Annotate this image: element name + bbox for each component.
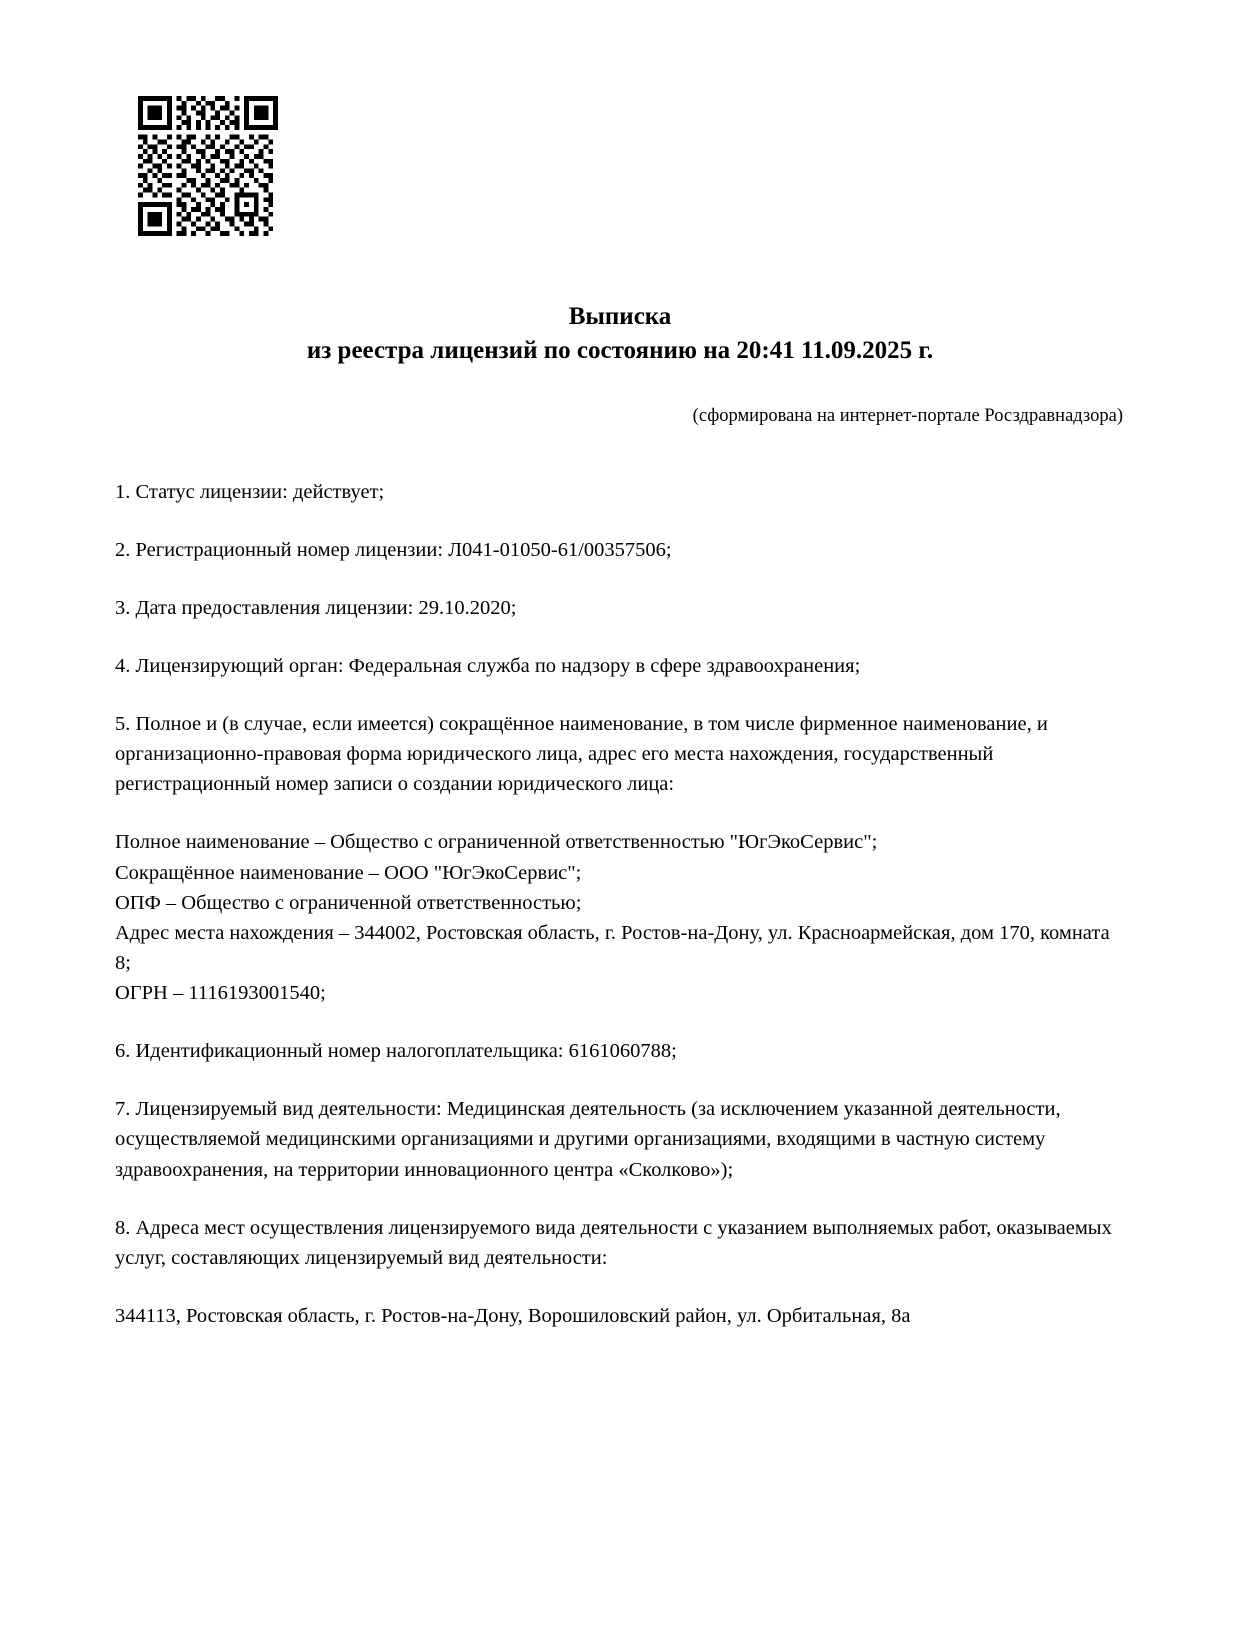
item-address-1: 344113, Ростовская область, г. Ростов-на-Дону, Ворошиловский район, ул. Орбитальная, 8а [115, 1304, 911, 1327]
document-body [115, 477, 1125, 1332]
entity-full-name: Полное наименование – Общество с ограниченной ответственностью "ЮгЭкоСервис"; [115, 831, 878, 854]
page-subtitle-line: из реестра лицензий по состоянию на 20:41 11.09.2025 г. [306, 336, 934, 364]
item-inn: 6. Идентификационный номер налогоплательщика: 6161060788; [115, 1040, 677, 1063]
item-entity-heading: 5. Полное и (в случае, если имеется) сокращённое наименование, в том числе фирменное наименование, и организационно-правовая форма юридического лица, адрес его места нахождения, государственный регистрационный номер записи о создании юридического лица: [115, 713, 1048, 796]
item-activity-type: 7. Лицензируемый вид деятельности: Медицинская деятельность (за исключением указанной деятельности, осуществляемой медицинскими организациями и другими организациями, входящими в частную систему здравоохранения, на территории инновационного центра «Сколково»); [115, 1098, 1061, 1181]
entity-ogrn: ОГРН – 1116193001540; [115, 982, 326, 1004]
item-status: 1. Статус лицензии: действует; [115, 480, 385, 503]
page-title: Выписка [568, 303, 672, 330]
entity-address: Адрес места нахождения – 344002, Ростовская область, г. Ростов-на-Дону, ул. Красноармейская, дом 170, комната 8; [115, 921, 1110, 974]
entity-legal-form: ОПФ – Общество с ограниченной ответственностью; [115, 891, 582, 914]
entity-details [115, 827, 1125, 1008]
entity-short-name: Сокращённое наименование – ООО "ЮгЭкоСервис"; [115, 861, 582, 884]
item-reg-number: 2. Регистрационный номер лицензии: Л041-01050-61/00357506; [115, 538, 672, 561]
item-issue-date: 3. Дата предоставления лицензии: 29.10.2020; [115, 596, 517, 619]
qr-code-icon [138, 96, 278, 236]
item-addresses-heading: 8. Адреса мест осуществления лицензируемого вида деятельности с указанием выполняемых работ, оказываемых услуг, составляющих лицензируемый вид деятельности: [115, 1216, 1112, 1269]
item-licensing-authority: 4. Лицензирующий орган: Федеральная служба по надзору в сфере здравоохранения; [115, 654, 861, 677]
source-note: (сформирована на интернет-портале Росздравнадзора) [692, 405, 1123, 426]
